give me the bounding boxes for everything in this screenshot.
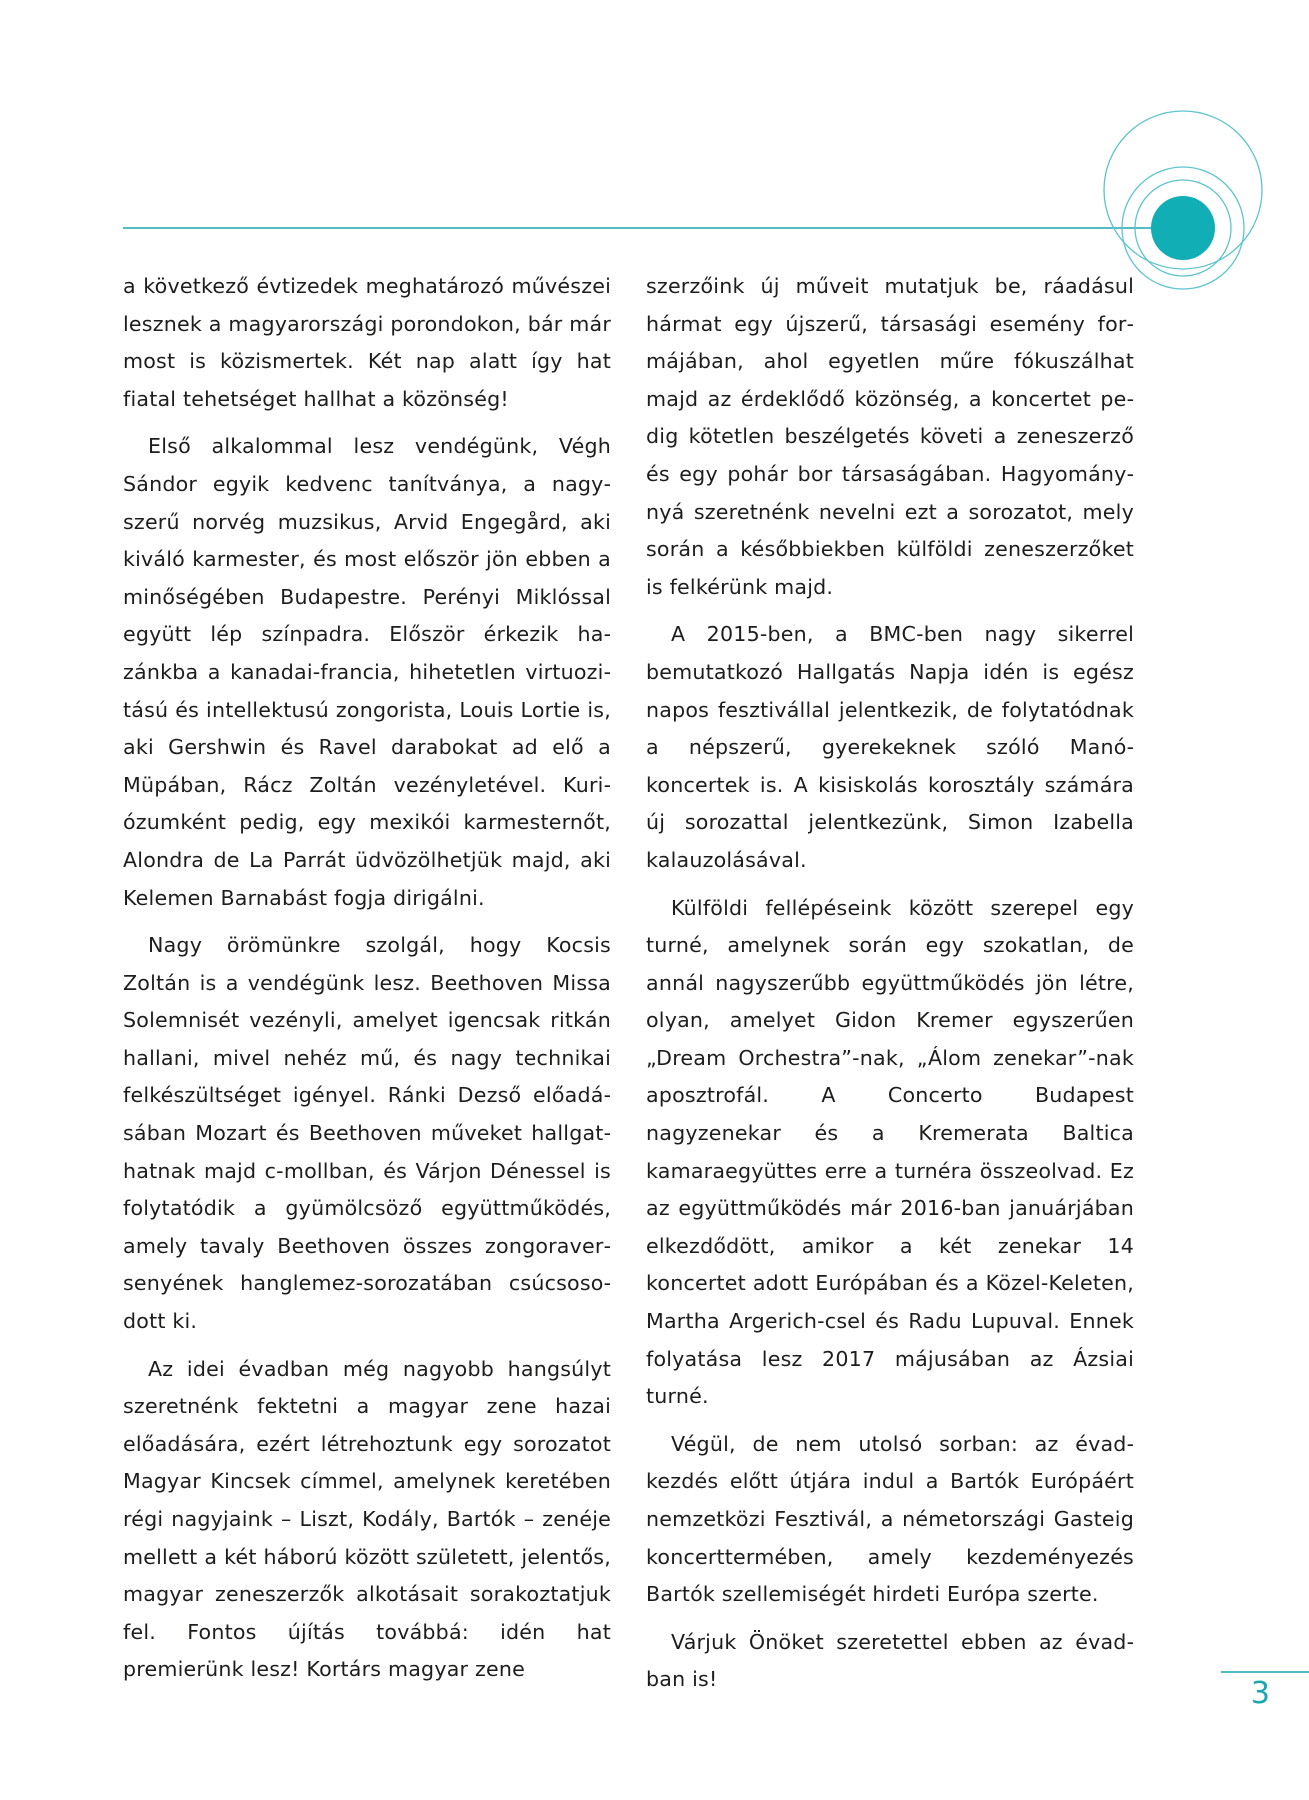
paragraph: Várjuk Önöket szeretettel ebben az évadban is! <box>646 1629 1134 1692</box>
paragraph: A 2015-ben, a BMC-ben nagy sikerrel bemutatkozó Hallgatás Napja idén is egész napos fesztivállal jelentkezik, de folytatódnak a népszerű, gyerekeknek szóló Manókoncertek is. A kisiskolás korosztály számára új sorozattal jelentkezünk, Simon Izabella kalauzolásával. <box>646 622 1134 872</box>
page-number: 3 <box>1250 1676 1270 1711</box>
outer-ring <box>1104 111 1262 269</box>
accent-dot <box>1151 196 1215 260</box>
middle-ring <box>1122 167 1244 289</box>
left-column <box>123 268 611 1699</box>
right-column <box>646 268 1134 1709</box>
inner-ring <box>1135 180 1231 276</box>
paragraph: Külföldi fellépéseink között szerepel egy turné, amelynek során egy szokatlan, de annál nagyszerűbb együttműködés jön létre, olyan, amelyet Gidon Kremer egyszerűen „Dream Orchestra”-nak, „Álom zenekar”-nak aposztrofál. A Concerto Budapest nagyzenekar és a Kremerata Baltica kamaraegyüttes erre a turnéra összeolvad. Ez az együttműködés már 2016-ban januárjában elkezdődött, amikor a két zenekar 14 koncertet adott Európában és a Közel-Keleten, Martha Argerich-csel és Radu Lupuval. Ennek folyatása lesz 2017 májusában az Ázsiai turné. <box>646 895 1134 1409</box>
paragraph: Nagy örömünkre szolgál, hogy Kocsis Zoltán is a vendégünk lesz. Beethoven Missa Solemnisét vezényli, amelyet igencsak ritkán hallani, mivel nehéz mű, és nagy technikai felkészültséget igényel. Ránki Dezső előadásában Mozart és Beethoven műveket hallgathatnak majd c-mollban, és Várjon Dénessel is folytatódik a gyümölcsöző együttműködés, amely tavaly Beethoven összes zongoraversenyének hanglemez-sorozatában csúcsosodott ki. <box>123 933 611 1334</box>
paragraph: Végül, de nem utolsó sorban: az évadkezdés előtt útjára indul a Bartók Európáért nemzetközi Fesztivál, a németországi Gasteig koncerttermében, amely kezdeményezés Bartók szellemiségét hirdeti Európa szerte. <box>646 1431 1134 1607</box>
paragraph: Az idei évadban még nagyobb hangsúlyt szeretnénk fektetni a magyar zene hazai előadására, ezért létrehoztunk egy sorozatot Magyar Kincsek címmel, amelynek keretében régi nagyjaink – Liszt, Kodály, Bartók – zenéje mellett a két háború között született, jelentős, magyar zeneszerzők alkotásait sorakoztatjuk fel. Fontos újítás továbbá: idén hat premierünk lesz! Kortárs magyar zene <box>123 1356 611 1682</box>
paragraph: Első alkalommal lesz vendégünk, Végh Sándor egyik kedvenc tanítványa, a nagyszerű norvég muzsikus, Arvid Engegård, aki kiváló karmester, és most először jön ebben a minőségében Budapestre. Perényi Miklóssal együtt lép színpadra. Először érkezik hazánkba a kanadai-francia, hihetetlen virtuozitású és intellektusú zongorista, Louis Lortie is, aki Gershwin és Ravel darabokat ad elő a Müpában, Rácz Zoltán vezényletével. Kuriózumként pedig, egy mexikói karmesternőt, Alondra de La Parrát üdvözölhetjük majd, aki Kelemen Barnabást fogja dirigálni. <box>123 434 611 910</box>
paragraph: a következő évtizedek meghatározó művészei lesznek a magyarországi porondokon, bár már most is közismertek. Két nap alatt így hat fiatal tehetséget hallhat a közönség! <box>123 274 611 411</box>
paragraph: szerzőink új műveit mutatjuk be, ráadásul hármat egy újszerű, társasági esemény formájában, ahol egyetlen műre fókuszálhat majd az érdeklődő közönség, a koncertet pedig kötetlen beszélgetés követi a zeneszerző és egy pohár bor társaságában. Hagyománynyá szeretnénk nevelni ezt a sorozatot, mely során a későbbiekben külföldi zeneszerzőket is felkérünk majd. <box>646 274 1134 599</box>
